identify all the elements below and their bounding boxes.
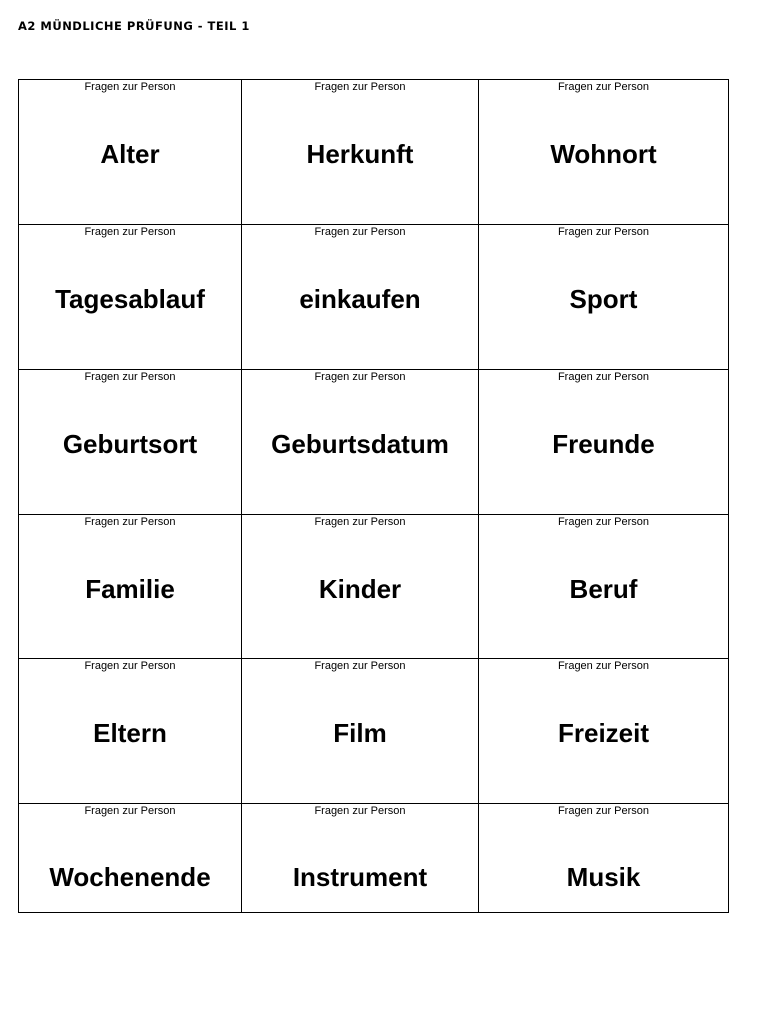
card-subtitle: Fragen zur Person: [314, 660, 406, 672]
card-topic: Alter: [100, 139, 160, 169]
card-subtitle: Fragen zur Person: [557, 371, 650, 383]
card-topic: Tagesablauf: [55, 284, 205, 314]
topic-card: [479, 80, 728, 225]
topic-card: [19, 225, 242, 370]
card-topic: Freunde: [552, 429, 655, 459]
topic-card: [242, 370, 479, 515]
topic-card: [479, 515, 728, 659]
card-topic: Herkunft: [306, 139, 414, 169]
card-topic: Geburtsort: [62, 429, 198, 459]
topic-card: [242, 659, 479, 804]
topic-card: [242, 804, 479, 912]
card-subtitle: Fragen zur Person: [84, 660, 176, 672]
topic-card: [19, 804, 242, 912]
card-topic: einkaufen: [299, 284, 421, 314]
card-subtitle: Fragen zur Person: [314, 226, 406, 238]
card-topic: Geburtsdatum: [271, 429, 449, 459]
card-grid: [18, 79, 729, 913]
card-subtitle: Fragen zur Person: [314, 805, 406, 817]
topic-card: [19, 659, 242, 804]
card-topic: Wochenende: [49, 862, 211, 892]
topic-card: [479, 370, 728, 515]
card-subtitle: Fragen zur Person: [84, 226, 176, 238]
card-subtitle: Fragen zur Person: [557, 805, 650, 817]
card-subtitle: Fragen zur Person: [314, 81, 406, 93]
card-subtitle: Fragen zur Person: [314, 371, 406, 383]
card-topic: Film: [333, 718, 387, 748]
card-topic: Musik: [566, 862, 641, 892]
topic-card: [479, 804, 728, 912]
card-topic: Eltern: [93, 718, 167, 748]
topic-card: [242, 80, 479, 225]
topic-card: [19, 515, 242, 659]
card-subtitle: Fragen zur Person: [557, 81, 650, 93]
card-subtitle: Fragen zur Person: [557, 660, 650, 672]
card-subtitle: Fragen zur Person: [84, 371, 176, 383]
card-subtitle: Fragen zur Person: [557, 226, 650, 238]
card-topic: Wohnort: [550, 139, 657, 169]
topic-card: [479, 659, 728, 804]
card-subtitle: Fragen zur Person: [557, 516, 650, 528]
card-topic: Sport: [569, 284, 638, 314]
card-subtitle: Fragen zur Person: [84, 81, 176, 93]
card-topic: Beruf: [569, 574, 638, 604]
card-topic: Instrument: [292, 862, 428, 892]
card-subtitle: Fragen zur Person: [314, 516, 406, 528]
topic-card: [242, 515, 479, 659]
topic-card: [479, 225, 728, 370]
card-topic: Freizeit: [557, 718, 650, 748]
card-topic: Kinder: [318, 574, 402, 604]
topic-card: [19, 370, 242, 515]
page-title: A2 MÜNDLICHE PRÜFUNG - TEIL 1: [18, 19, 250, 33]
card-subtitle: Fragen zur Person: [84, 516, 176, 528]
card-topic: Familie: [85, 574, 175, 604]
topic-card: [19, 80, 242, 225]
card-subtitle: Fragen zur Person: [84, 805, 176, 817]
topic-card: [242, 225, 479, 370]
